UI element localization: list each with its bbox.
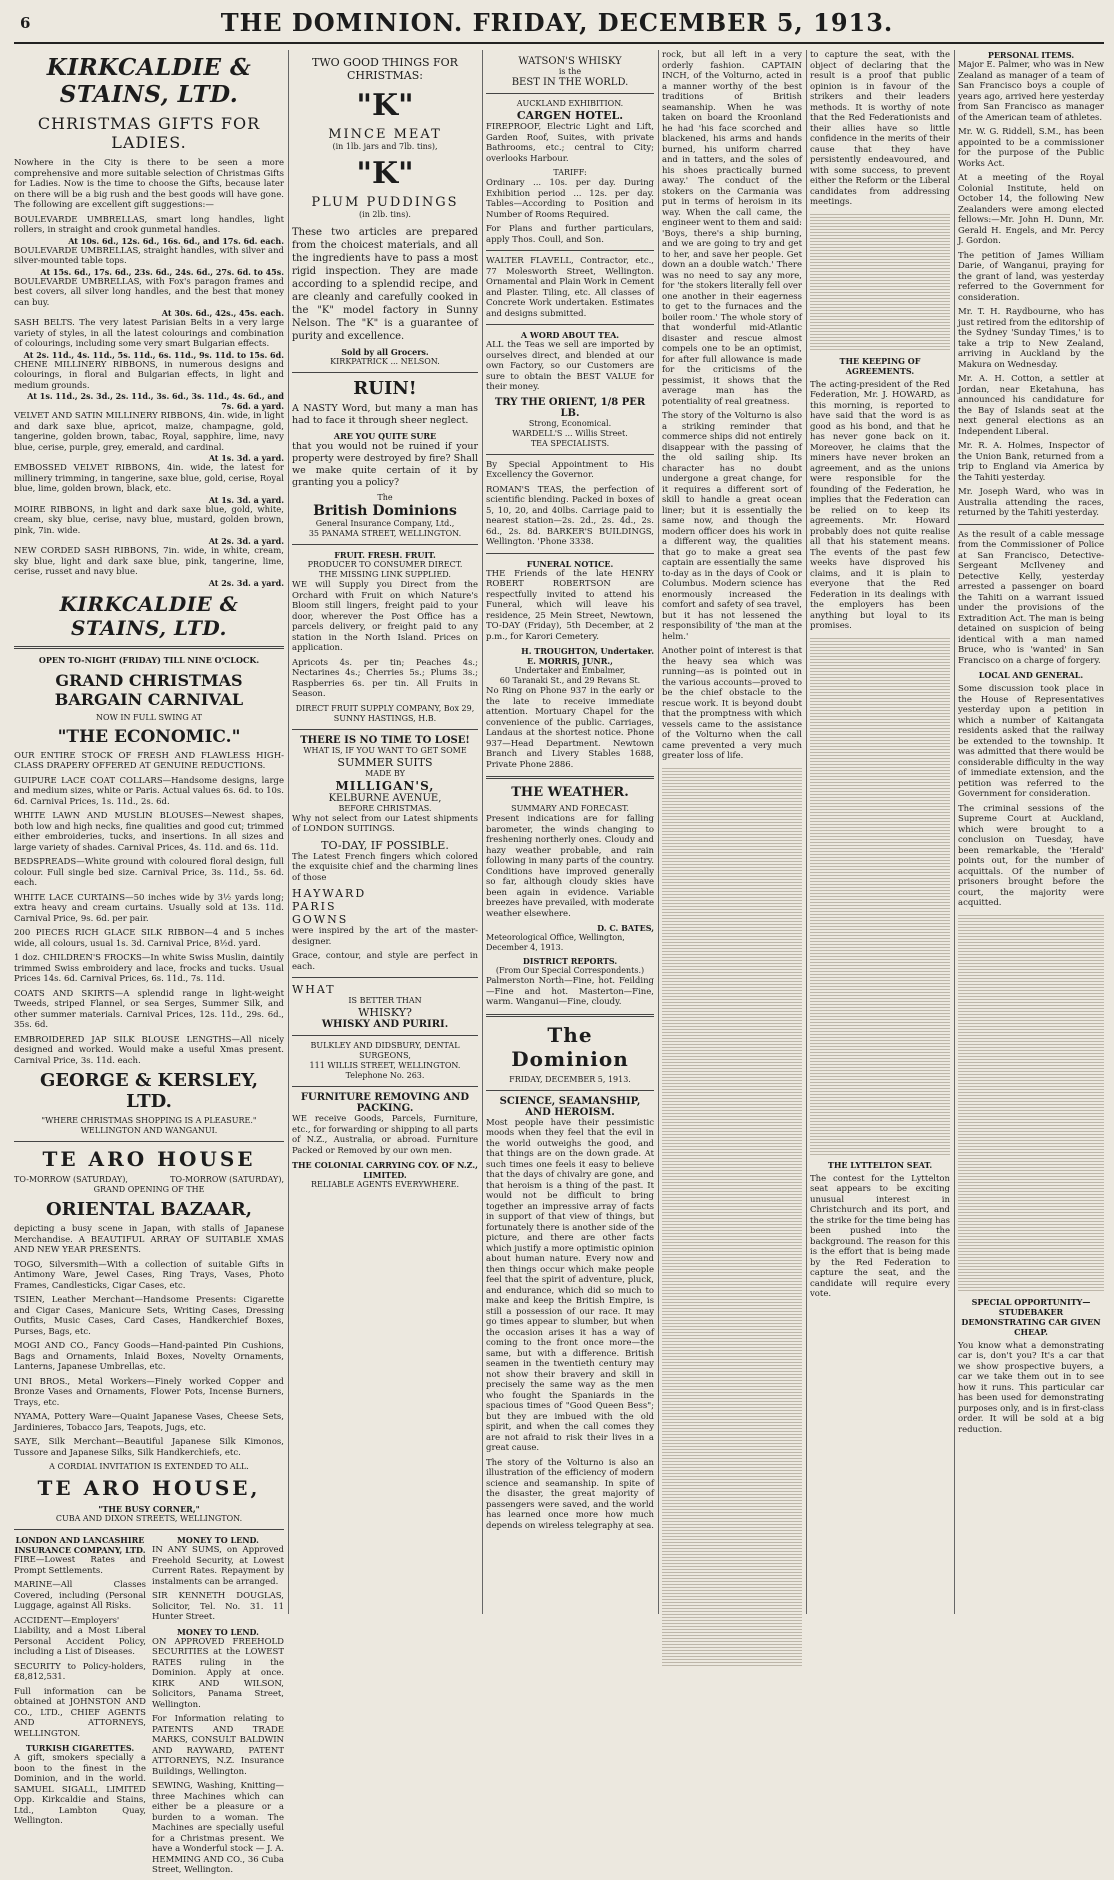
column-5: to capture the seat, with the object of declaring that the result is a proof that public opinion is in favour of the strikers and their leaders methods. It is worthy of note that the Red Federationists and their allies have so little confidence in the merits of their cause that they have persistently endeavoured, and with some success, to prevent either the Reform or the Liberal candidates from addressing meetings. THE KEEPING OF AGREEMENTS. The acting-president of the Red Federation, Mr. J. HOWARD, as this morning, is reported to have said that the word is as good as his bond, and that he has never gone back on it. Moreover, he claims that the miners have never broken an agreement, and as the unions were responsible for the founding of the Federation, he implies that the Federation can be relied on to keep its agreements. Mr. Howard probably does not quite realise all that his statement means. The events of the past few weeks have disproved his claims, and it is plain to everyone that the Red Federation in its dealings with the employers has been anything but loyal to its promises. THE LYTTELTON SEAT. The contest for the Lyttelton seat appears to be exciting unusual interest in Christchurch and its port, and the strike for the time being has been pushed into the background. The reason for this is the effort that is being made by the Red Federation to capture the seat, and the candidate will require every vote. [810,50,950,1299]
divider [14,646,284,649]
carnival-line: OUR ENTIRE STOCK OF FRESH AND FLAWLESS HIGH-CLASS DRAPERY OFFERED AT GENUINE REDUCTIONS. [14,750,284,771]
british-dominions: British Dominions [313,503,457,519]
mince-meat: MINCE MEAT [328,127,442,142]
hayward: HAYWARD [292,887,367,900]
two-good-things: TWO GOOD THINGS FOR CHRISTMAS: [312,56,458,82]
newspaper-title: THE DOMINION. FRIDAY, DECEMBER 5, 1913. [220,8,894,37]
carnival-title: GRAND CHRISTMAS BARGAIN CARNIVAL [54,670,244,709]
invitation: A CORDIAL INVITATION IS EXTENDED TO ALL. [49,1462,249,1471]
gift-item: BOULEVARDE UMBRELLAS, smart long handles, light rollers, in straight and crook gunmetal handles. At 10s. 6d., 12s. 6d., 16s. 6d., and 17s. 6d. each. [14,214,284,246]
column-3: WATSON'S WHISKY is the BEST IN THE WORLD. AUCKLAND EXHIBITION. CARGEN HOTEL. FIREPROOF, Electric Light and Lift, Garden Roof, Suites, with private Bathrooms, etc.; central to City; overlooks Harbour. TARIFF: Ordinary ... 10s. per day. During Exhibition period ... 12s. per day. Tables—According to Position and Number of Rooms Required. For Plans and further particulars, apply Thos. Coull, and Son. WALTER FLAVELL, Contractor, etc., 77 Molesworth Street, Wellington. Ornamental and Plain Work in Cement and Plaster. Tiling, etc. All classes of Concrete Work undertaken. Estimates and designs submitted. A WORD ABOUT TEA. ALL the Teas we sell are imported by ourselves direct, and blended at our own Factory, so our Customers are sure to obtain the BEST VALUE for their money. TRY THE ORIENT, 1/8 PER LB. Strong, Economical. WARDELL'S ... Willis Street. TEA SPECIALISTS. By Special Appointment to His Excellency the Governor. ROMAN'S TEAS, the perfection of scientific blending. Packed in boxes of 5, 10, 20, and 40lbs. Carriage paid to nearest station—2s. 2d., 2s. 4d., 2s. 6d., 2s. 8d. BARKER'S BUILDINGS, Wellington. 'Phone 3338. FUNERAL NOTICE. THE Friends of the late HENRY ROBERT ROBERTSON are respectfully invited to attend his Funeral, which will leave his residence, 25 Mein Street, Newtown, TO-DAY (Friday), 5th December, at 2 p.m., for Karori Cemetery. H. TROUGHTON, Undertaker. E. MORRIS, JUNR., Undertaker and Embalmer, 60 Taranaki St., and 29 Revans St. No Ring on Phone 937 in the early or the late to receive immediate attention. Mortuary Chapel for the convenience of the public. Carriages, Landaus at the shortest notice. Phone 937—Head Department. Newtown Branch and Livery Stables 1688, Private Phone 2886. THE WEATHER. SUMMARY AND FORECAST. Present indications are for falling barometer, the winds changing to freshening northerly ones. Cloudy and hazy weather probable, and rain following in many parts of the country. Conditions have improved generally so far, although cloudy skies have been again in evidence. Variable breezes have prevailed, with moderate weather elsewhere. D. C. BATES, Meteorological Office, Wellington, December 4, 1913. DISTRICT REPORTS. (From Our Special Correspondents.) Palmerston North—Fine, hot. Feilding—Fine and hot. Masterton—Fine, warm. Wanganui—Fine, cloudy. The Dominion FRIDAY, DECEMBER 5, 1913. SCIENCE, SEAMANSHIP, AND HEROISM. Most people have their pessimistic moods when they feel that the evil in the world outweighs the good, and that things are on the down grade. At such times one feels it easy to believe that the days of chivalry are gone, and that heroism is a thing of the past. It would not be difficult to bring together an impressive array of facts in support of that view of things, but fortunately there is another side of the picture, and there are other facts which justify a more optimistic opinion about human nature. Every now and then things occur which make people feel that the spirit of adventure, pluck, and endurance, which did so much to make and keep the British Empire, is still a possession of our race. It may go times appear to slumber, but when the occasion arises it has a way of coming to the front once more—the same, but with a difference. British seamen in the twentieth century may not show their bravery and skill in precisely the same way as the men who fought the Spaniards in the spacious times of "Good Queen Bess"; but they are imbued with the old spirit, and when the call comes they are not afraid to risk their lives in a great cause. The story of the Volturno is also an illustration of the efficiency of modern science and seamanship. In spite of the disaster, the great majority of passengers were saved, and the world has learned once more how much depends on wireless telegraphy at sea. [486,56,655,1531]
carnival-line: 200 PIECES RICH GLACE SILK RIBBON—4 and 5 inches wide, all colours, usual 1s. 3d. Carnival Price, 8½d. yard. [14,928,284,949]
header-rule [14,42,1104,44]
local-general-heading: LOCAL AND GENERAL. [978,670,1084,680]
editorial-continued: rock, but all left in a very orderly fashion. CAPTAIN INCH, of the Volturno, acted in a manner worthy of the best traditions of British seamanship. When he was taken on board the Kroonland he had 'his face scorched and blackened, his arms and hands burned, his uniform charred and in tatters, and the soles of his shoes practically burned away.' The conduct of the stokers on the Carmania was put in terms of heroism in its way. When the call came, the engineer went to them and said: 'Boys, there's a ship burning, and we are going to try and get to her, and save her people. Get down an a double watch.' There was no need to say any more, for 'the stokers literally fell over one another in their eagerness to get to the furnaces and the boiler room.' The whole story of that wonderful mid-Atlantic disaster and rescue almost compels one to be an optimist, for after full allowance is made for the criticisms of the pessimist, it shows that the average man has the potentiality of real greatness. [662,50,802,407]
editorial-paragraph: The story of the Volturno is also an illustration of the efficiency of modern science and seamanship. In spite of the disaster, the great majority of passengers were saved, and the world has learned once more how much depends on wireless telegraphy at sea. [486,1457,655,1531]
gift-item: MOIRE RIBBONS, in light and dark saxe blue, gold, white, cream, sky blue, cerise, navy blue, mustard, golden brown, pink, 7in. wide. At 2s. 3d. a yard. [14,504,284,546]
gift-item: BOULEVARDE UMBRELLAS, straight handles, with silver and silver-mounted table tops. At 15s. 6d., 17s. 6d., 23s. 6d., 24s. 6d., 27s. 6d. to 45s. [14,245,284,277]
column-4: rock, but all left in a very orderly fashion. CAPTAIN INCH, of the Volturno, acted in a manner worthy of the best traditions of British seamanship. When he was taken on board the Kroonland he had 'his face scorched and blackened, his arms and hands burned, his uniform charred and in tatters, and the soles of his shoes practically burned away.' The conduct of the stokers on the Carmania was put in terms of heroism in its way. When the call came, the engineer went to them and said: 'Boys, there's a ship burning, and we are going to try and get to her, and save her people. Get down an a double watch.' There was no need to say any more, for 'the stokers literally fell over one another in their eagerness to get to the furnaces and the boiler room.' The whole story of that wonderful mid-Atlantic disaster and rescue almost compels one to be an optimist, for after full allowance is made for the criticisms of the pessimist, it shows that the average man has the potentiality of real greatness. The story of the Volturno is also a striking reminder that commerce ships did not entirely disappear with the passing of the old sailing ship. Its character has no doubt undergone a great change, for it requires a different sort of skill to handle a great ocean liner; but it is essentially the same now, and though the modern officer does his work in a different way, the qualities that go to make a great sea captain are essentially the same to-day as in the days of Cook or Columbus. Modern science has enormously increased the comfort and safety of sea travel, but it has not lessened the responsibility of 'the man at the helm.' Another point of interest is that the heavy sea which was running—as is pointed out in the various accounts—proved to be the chief obstacle to the rescue work. It is beyond doubt that the promptness with which vessels came to the assistance of the Volturno when the call came prevented a very much greater loss of life. [662,50,802,1614]
carnival-line: EMBROIDERED JAP SILK BLOUSE LENGTHS—All nicely designed and worked. Would make a useful Xmas present. Carnival Price, 3s. 11d. each. [14,1034,284,1066]
text-continuation [810,636,950,1156]
column-1 [14,50,284,1875]
te-aro-title-2: TE ARO HOUSE, [37,1476,261,1500]
economic-title: "THE ECONOMIC." [57,726,241,747]
k-brand: "K" [356,88,414,123]
column-2: TWO GOOD THINGS FOR CHRISTMAS: "K" MINCE MEAT (in 1lb. jars and 7lb. tins), "K" PLUM PUDDINGS (in 2lb. tins). These two articles are prepared from the choicest materials, and all the ingredients have to pass a most rigid inspection. They are made according to a splendid recipe, and are cleanly and carefully cooked in the "K" model factory in Sunny Nelson. The "K" is a guarantee of purity and excellence. Sold by all Grocers. KIRKPATRICK ... NELSON. RUIN! A NASTY Word, but many a man has had to face it through sheer neglect. ARE YOU QUITE SURE that you would not be ruined if your property were destroyed by fire? Shall we make quite certain of it by granting you a policy? The British Dominions General Insurance Company, Ltd., 35 PANAMA STREET, WELLINGTON. FRUIT. FRESH. FRUIT. PRODUCER TO CONSUMER DIRECT. THE MISSING LINK SUPPLIED. WE will Supply you Direct from the Orchard with Fruit on which Nature's Bloom still lingers, freight paid to your door, wherever the Post Office has a parcels delivery, or freight paid to any station in the North Island. Prices on application. Apricots 4s. per tin; Peaches 4s.; Nectarines 4s.; Cherries 5s.; Plums 3s.; Raspberries 6s. per tin. All Fruits in Season. DIRECT FRUIT SUPPLY COMPANY, Box 29, SUNNY HASTINGS, H.B. THERE IS NO TIME TO LOSE! WHAT IS, IF YOU WANT TO GET SOME SUMMER SUITS MADE BY MILLIGAN'S, KELBURNE AVENUE, BEFORE CHRISTMAS. Why not select from our Latest shipments of LONDON SUITINGS. TO-DAY, IF POSSIBLE. The Latest French fingers which colored the exquisite chief and the charming lines of those HAYWARD PARIS GOWNS were inspired by the art of the master-designer. Grace, contour, and style are perfect in each. WHAT IS BETTER THAN WHISKY? WHISKY AND PURIRI. BULKLEY AND DIDSBURY, DENTAL SURGEONS, 111 WILLIS STREET, WELLINGTON. Telephone No. 263. FURNITURE REMOVING AND PACKING. WE receive Goods, Parcels, Furniture, etc., for forwarding or shipping to all parts of N.Z., Australia, or abroad. Furniture Packed or Removed by our own men. THE COLONIAL CARRYING COY. OF N.Z., LIMITED. RELIABLE AGENTS EVERYWHERE. [292,56,478,1189]
column-rule [658,50,659,1614]
busy-corner: "THE BUSY CORNER," [98,1504,200,1514]
cigarettes-text: A gift, smokers specially a boon to the finest in the Dominion, and in the world. SAMUEL SIGALL, LIMITED Opp. Kirkcaldie and Stains, Ltd., Lambton Quay, Wellington. [14,1753,146,1826]
editorial-title: SCIENCE, SEAMANSHIP, AND HEROISM. [499,1095,641,1118]
oriental-intro: depicting a busy scene in Japan, with stalls of Japanese Merchandise. A BEAUTIFUL ARRAY OF SUITABLE XMAS AND NEW YEAR PRESENTS. [14,1224,284,1255]
gift-item: BOULEVARDE UMBRELLAS, with Fox's paragon frames and best covers, all silver long handles, and the best that money can buy. At 30s. 6d., 42s., 45s. each. [14,276,284,318]
k-description: These two articles are prepared from the choicest materials, and all the ingredients have to pass a most rigid inspection. They are made according to a splendid recipe, and are cleanly and carefully cooked in the "K" model factory in Sunny Nelson. The "K" is a guarantee of purity and excellence. [292,227,478,342]
gift-item: CHENE MILLINERY RIBBONS, in numerous designs and colourings, in floral and Bulgarian effects, in light and medium grounds. At 1s. 11d., 2s. 3d., 2s. 11d., 3s. 6d., 3s. 11d., 4s. 6d., and 7s. 6d. a yard. [14,359,284,411]
text-continuation [810,212,950,352]
lyttelton-heading: THE LYTTELTON SEAT. [827,1159,933,1170]
kirkcaldie-footer: KIRKCALDIE & STAINS, LTD. [59,591,239,640]
studebaker-heading: SPECIAL OPPORTUNITY—STUDEBAKER DEMONSTRATING CAR GIVEN CHEAP. [961,1296,1101,1337]
column-rule [806,50,807,1614]
kirkcaldie-title: KIRKCALDIE & STAINS, LTD. [46,54,252,108]
open-tonight: OPEN TO-NIGHT (FRIDAY) TILL NINE O'CLOCK. [38,654,260,665]
gift-item: NEW CORDED SASH RIBBONS, 7in. wide, in white, cream, sky blue, light and dark saxe blue, pink, tangerine, lime, cerise, russet and navy blue. At 2s. 3d. a yard. [14,546,284,588]
gifts-intro: Nowhere in the City is there to be seen a more comprehensive and more suitable selection of Christmas Gifts for Ladies. Now is the time to choose the Gifts, because later on there will be a big rush and the best goods will have gone. The following are excellent gift suggestions:— [14,158,284,210]
watsons-whisky: WATSON'S WHISKY [518,56,622,67]
oriental-item: TOGO, Silversmith—With a collection of suitable Gifts in Antimony Ware, Jewel Cases, Ring Trays, Vases, Photo Frames, Candlesticks, Cigar Cases, etc. [14,1259,284,1291]
carnival-line: COATS AND SKIRTS—A splendid range in light-weight Tweeds, striped Flannel, or sea Serges, Summer Silk, and other summer materials. Carnival Prices, 12s. 11d., 29s. 6d., 35s. 6d. [14,988,284,1030]
tomorrow-row: TO-MORROW (SATURDAY), TO-MORROW (SATURDAY), [14,1175,284,1184]
ruin-title: RUIN! [353,378,417,399]
patents-ad: For Information relating to PATENTS AND TRADE MARKS, CONSULT BALDWIN AND RAYWARD, PATENT ATTORNEYS, N.Z. Insurance Buildings, Wellington. [152,1714,284,1777]
divider [14,1141,284,1142]
small-ads-row [14,1535,284,1880]
gift-item: EMBOSSED VELVET RIBBONS, 4in. wide, the latest for millinery trimming, in tangerine, saxe blue, gold, cerise, Royal blue, lime, golden brown, black, etc. At 1s. 3d. a yard. [14,463,284,505]
carnival-line: WHITE LACE CURTAINS—50 inches wide by 3½ yards long; extra heavy and cream curtains. Usually sold at 13s. 11d. Carnival Price, 9s. 6d. per pair. [14,892,284,924]
column-6: PERSONAL ITEMS. Major E. Palmer, who was in New Zealand as manager of a team of San Francisco boys a couple of years ago, arrived here yesterday from San Francisco as manager of the American team of athletes. Mr. W. G. Riddell, S.M., has been appointed to be a commissioner for the purpose of the Public Works Act. At a meeting of the Royal Colonial Institute, held on October 14, the following New Zealanders were among elected fellows:—Mr. John H. Dunn, Mr. Gerald H. Engels, and Mr. Percy J. Gordon. The petition of James William Darie, of Wanganui, praying for the grant of land, was yesterday referred to the Government for consideration. Mr. T. H. Raydbourne, who has just retired from the editorship of the Sydney 'Sunday Times,' is to take a trip to New Zealand, arriving in Auckland by the Makura on Wednesday. Mr. A. H. Cotton, a settler at Jordan, near Eketahuna, has announced his candidature for the Bay of Islands seat at the next general elections as an Independent Liberal. Mr. R. A. Holmes, Inspector of the Union Bank, returned from a trip to England via America by the Tahiti yesterday. Mr. Joseph Ward, who was in Australia attending the races, returned by the Tahiti yesterday. As the result of a cable message from the Commissioner of Police at San Francisco, Detective-Sergeant McIlveney and Detective Kelly, yesterday arrested a passenger on board the Tahiti on a warrant issued under the provisions of the Extradition Act. The man is being detained on suspicion of being identical with a man named Bruce, who is 'wanted' in San Francisco on a charge of forgery. LOCAL AND GENERAL. Some discussion took place in the House of Representatives yesterday upon a petition in which a number of Kaitangata residents asked that the railway be extended to the township. It was admitted that there would be considerable difficulty in the way of immediate extension, and the petition was referred to the Government for consideration. The criminal sessions of the Supreme Court at Auckland, which were brought to a conclusion on Tuesday, have been remarkable, the 'Herald' points out, for the number of acquittals. Of the number of prisoners brought before the court, the majority were acquitted. SPECIAL OPPORTUNITY—STUDEBAKER DEMONSTRATING CAR GIVEN CHEAP. You know what a demonstrating car is, don't you? It's a car that we show prospective buyers, a car we take them out in to see how it runs. This particular car has been used for demonstrating purposes only, and is in first-class order. It will be sold at a big reduction. [958,50,1104,1435]
oriental-item: UNI BROS., Metal Workers—Finely worked Copper and Bronze Vases and Ornaments, Flower Pots, Incense Burners, Trays, etc. [14,1376,284,1408]
oriental-item: TSIEN, Leather Merchant—Handsome Presents: Cigarette and Cigar Cases, Manicure Sets, Writing Cases, Dressing Outfits, Music Cases, Card Cases, Handkerchief Boxes, Purses, Bags, etc. [14,1295,284,1337]
te-aro-address: CUBA AND DIXON STREETS, WELLINGTON. [55,1514,243,1523]
flavell-ad: WALTER FLAVELL, Contractor, etc., 77 Molesworth Street, Wellington. Ornamental and Plain Work in Cement and Plaster. Tiling, etc. All classes of Concrete Work undertaken. Estimates and designs submitted. [486,256,654,319]
cigarettes-title: TURKISH CIGARETTES. [25,1743,135,1753]
funeral-notice: FUNERAL NOTICE. [526,558,614,569]
plum-puddings: PLUM PUDDINGS [311,195,459,210]
te-aro-title: TE ARO HOUSE [42,1147,256,1171]
oriental-item: SAYE, Silk Merchant—Beautiful Japanese Silk Kimonos, Tussore and Japanese Silks, Silk Handkerchiefs, etc. [14,1437,284,1458]
oriental-item: MOGI AND CO., Fancy Goods—Hand-painted Pin Cushions, Bags and Ornaments, Inlaid Boxes, Novelty Ornaments, Lanterns, Japanese Umbrellas, etc. [14,1341,284,1372]
column-rule [482,50,483,1614]
gift-item: VELVET AND SATIN MILLINERY RIBBONS, 4in. wide, in light and dark saxe blue, apricot, maize, champagne, gold, tangerine, golden brown, tabac, Royal, sapphire, lime, navy blue, cerise, purple, grey, emerald, and cardinal. At 1s. 3d. a yard. [14,411,284,463]
money-ads: MONEY TO LEND. IN ANY SUMS, on Approved Freehold Security, at Lowest Current Rates. Repayment by instalments can be arranged. SIR KENNETH DOUGLAS, Solicitor, Tel. No. 31. 11 Hunter Street. MONEY TO LEND. ON APPROVED FREEHOLD SECURITIES at the LOWEST RATES ruling in the Dominion. Apply at once. KIRK AND WILSON, Solicitors, Panama Street, Wellington. For Information relating to PATENTS AND TRADE MARKS, CONSULT BALDWIN AND RAYWARD, PATENT ATTORNEYS, N.Z. Insurance Buildings, Wellington. SEWING, Washing, Knitting—three Machines which can either be a pleasure or a burden to a woman. The Machines are specially useful for a Christmas present. We have a Wonderful stock — J. A. HEMMING AND CO., 36 Cuba Street, Wellington. [152,1535,284,1875]
column-rule [954,50,955,1614]
carnival-line: BEDSPREADS—White ground with coloured floral design, full colour. Full single bed size. Carnival Price, 3s. 11d., 5s. 6d. each. [14,857,284,888]
oriental-bazaar: ORIENTAL BAZAAR, [45,1199,252,1220]
masthead [0,0,1114,42]
carnival-sub: NOW IN FULL SWING AT [96,712,202,722]
column-rule [288,50,289,1614]
gk-slogan: "WHERE CHRISTMAS SHOPPING IS A PLEASURE." [41,1116,257,1125]
page-number: 6 [20,14,31,32]
gift-item: SASH BELTS. The very latest Parisian Belts in a very large variety of styles, in all the latest colourings and combination of colourings, including some very smart Bulgarian effects. At 2s. 11d., 4s. 11d., 5s. 11d., 6s. 11d., 9s. 11d. to 15s. 6d. [14,318,284,360]
carnival-line: WHITE LAWN AND MUSLIN BLOUSES—Newest shapes, both low and high necks, fine qualities and good cut; trimmed either embroideries, tucks, and insertions. In all sizes and large variety of shades. Carnival Prices, 4s. 11d. and 6s. 11d. [14,811,284,853]
personal-items-heading: PERSONAL ITEMS. [987,50,1075,60]
insurance-ad: LONDON AND LANCASHIRE INSURANCE COMPANY, LTD. FIRE—Lowest Rates and Prompt Settlements. MARINE—All Classes Covered, including (Personal Luggage, against All Risks. ACCIDENT—Employers' Liability, and a Most Liberal Personal Accident Policy, including a List of Diseases. SECURITY to Policy-holders, £8,812,531. Full information can be obtained at JOHNSTON AND CO., LTD., CHIEF AGENTS AND ATTORNEYS, WELLINGTON. TURKISH CIGARETTES. A gift, smokers specially a boon to the finest in the Dominion, and in the world. SAMUEL SIGALL, LIMITED Opp. Kirkcaldie and Stains, Ltd., Lambton Quay, Wellington. [14,1535,146,1826]
christmas-gifts-heading: CHRISTMAS GIFTS FOR LADIES. [37,114,261,152]
carnival-line: 1 doz. CHILDREN'S FROCKS—In white Swiss Muslin, daintily trimmed Swiss embroidery and lace, frocks and tucks. Usual Prices 14s. 6d. Carnival Prices, 6s. 11d., 7s. 11d. [14,953,284,984]
oriental-item: NYAMA, Pottery Ware—Quaint Japanese Vases, Cheese Sets, Jardinieres, Tobacco Jars, Teapots, Jugs, etc. [14,1412,284,1433]
divider [14,1529,284,1530]
milligans: MILLIGAN'S, [335,778,435,793]
agreements-heading: THE KEEPING OF AGREEMENTS. [839,355,921,376]
text-continuation [958,913,1104,1293]
carnival-line: GUIPURE LACE COAT COLLARS—Handsome designs, large and medium sizes, white or Paris. Actual values 6s. 6d. to 10s. 6d. Carnival Prices, 1s. 11d., 2s. 6d. [14,775,284,807]
grand-opening: GRAND OPENING OF THE [93,1185,205,1194]
dominion-logo: The Dominion [511,1022,629,1071]
sewing-ad: SEWING, Washing, Knitting—three Machines which can either be a pleasure or a burden to a woman. The Machines are specially useful for a Christmas present. We have a Wonderful stock — J. A. HEMMING AND CO., 36 Cuba Street, Wellington. [152,1781,284,1875]
weather-title: THE WEATHER. [511,785,629,800]
cargen-hotel: CARGEN HOTEL. [516,109,624,122]
text-continuation [662,766,802,1666]
gk-town: WELLINGTON AND WANGANUI. [80,1126,218,1135]
k-brand-2: "K" [356,156,414,191]
editorial-paragraph: Most people have their pessimistic moods when they feel that the evil in the world outweighs the good, and that things are on the down grade. At such times one feels it easy to believe that the days of chivalry are gone, and that heroism is a thing of the past. It would not be difficult to bring together an impressive array of facts in support of that view of things, but fortunately there is another side of the picture, and there are other facts which justify a more optimistic opinion about human nature. Every now and then things occur which make people feel that the spirit of adventure, pluck, and endurance, which did so much to make and keep the British Empire, is still a possession of our race. It may go times appear to slumber, but when the occasion arises it has a way of coming to the front once more—the same, but with a difference. British seamen in the twentieth century may not show their bravery and skill in precisely the same way as the men who fought the Spaniards in the spacious times of "Good Queen Bess"; but they are imbued with the old spirit, and when the call comes they are not afraid to risk their lives in a great cause. [486,1117,654,1453]
george-kersley-title: GEORGE & KERSLEY, LTD. [39,1070,259,1112]
